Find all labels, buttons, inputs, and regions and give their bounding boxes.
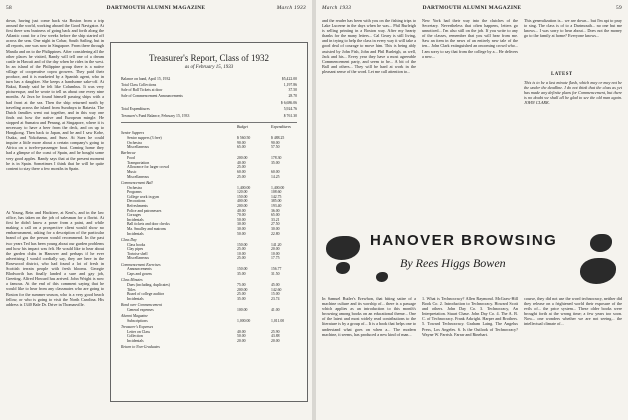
- item-expenditure: 33.21: [271, 217, 280, 222]
- item-expenditure: 1,400.00: [271, 185, 285, 190]
- footer-text: Return to Non-Graduates: [121, 345, 160, 350]
- item-budget: 35.00: [237, 296, 246, 301]
- right-col3-text: This generalization is... we are down... but I'm apt to pray to sing. The class is of to a Dartmouth... no one but me knows... I was sorry to hear about... Does not the money go to the family at home? Everyone knows...: [524, 18, 622, 39]
- treasurer-footer-line: [121, 345, 297, 350]
- right-page: [316, 0, 628, 420]
- left-paragraph-1: down, having just come back via Boston from a trip around the world, working aboard the Good Navigator. At first there was business of going back and forth along the Atlantic coast for a few weeks before the ship started off across the seas. One night in Cobar, South Sailing, but in all reports, one was now in Singapore. From there through Manila and on to the Philippines. After considering all the other places he visited, Randy will tell one of a dream castle in Hawaii and of the day when he rides in the west. In an island of the Philippine group there is a native village of cooperative copra growers. They paid their produce, and it is marketed by a Spanish agent, who in turn has a daughter. She keeps a handsome sake-off. At Bakai, Randy said he felt like Columbus. It was very picturesque, and he wrote to tell us about one every nine months. At Java he found himself passing ships with a bad front at the sea. Then the ship returned north by traveling across the island from Surabaya to Batavia. The Dutch families went out together, and in this way one finds out how the native and European mingle. He stopped at Sumatra and Penang, at Singapore, where it is necessary to have a beer from the deck, and on up to Hongkong. Then back to Japan, and he and I saw Kobe, Osaka, and Yokohama, and Suez. At Suez he could inquire a little more about a certain company's going to Africa on a twelve-passenger boat. Coming home they had a glimpse of the coast of Spain, and he bought some very good apples. Randy says that at the present moment he is in Spain. Sometimes I think that he will be quite content to stay there a few months in Spain.: [6, 18, 104, 171]
- browsing-column-1: [322, 296, 416, 414]
- summary-amount: 1,197.86: [283, 82, 297, 87]
- item-label: Miscellaneous: [127, 174, 149, 179]
- treasurer-summary-line: [121, 83, 297, 88]
- browsing-column-2: [422, 296, 518, 414]
- item-label: Allowance for larger crowd: [127, 165, 169, 170]
- item-budget: 120.00: [237, 190, 248, 195]
- item-expenditure: 43.88: [271, 334, 280, 339]
- item-budget: 50.00: [237, 231, 246, 236]
- item-label: Decorations: [127, 199, 146, 204]
- item-label: Announcements: [127, 267, 152, 272]
- summary-amount: 37.50: [288, 88, 297, 93]
- item-budget: 30.00: [237, 227, 246, 231]
- item-label: Letter on Class: [127, 329, 150, 334]
- item-label: Programs: [127, 190, 142, 195]
- right-date: March 1933: [322, 5, 352, 11]
- item-expenditure: 31.50: [271, 272, 280, 276]
- item-expenditure: 156.77: [271, 267, 282, 272]
- item-expenditure: 45.00: [271, 283, 280, 287]
- item-label: Ball tickets and door checks: [127, 222, 170, 227]
- summary-amount: $ 761.30: [283, 113, 297, 118]
- ink-blot-decoration: [590, 234, 612, 252]
- item-expenditure: 65.00: [271, 213, 280, 218]
- item-budget: 100.00: [237, 307, 248, 312]
- left-paragraph-2: At Young, Rein and Hacktree, at Kent's, and in the law office, has taken on the job of salesman for a florist. At first he didn't know a poser from a paint, and while making a call on a prospective client would show no embarrassment, asking for a description of the particular brand of gas the person would recommend. In the past two years Ted has been young about our garden problems and how his impact was felt. He would like to hear about the garden clubs in Hanover and perhaps if he ever advertising I would cordially say, they are here in the Rosewood district, who had found a lot of fresh in Scottish terrain people with fresh blooms. Georgie Blodworth has finally landed a sure and gay job, Greeting. Alfred Howard has arrived. John Wright is now a famous. At the end of this comment saying that he would like to hear from any classmates who are going to Boston for the summer season, who is a very good beach fellow, or who is going to visit the North Carolina. His address is 1340 Bale Dr. Drive in Thomasville.: [6, 210, 104, 307]
- item-expenditure: 10.00: [271, 251, 280, 256]
- item-expenditure: 20.00: [271, 247, 280, 252]
- item-budget: 75.00: [237, 283, 246, 287]
- item-label: Collection: [127, 334, 143, 339]
- budget-line-item: [121, 297, 297, 302]
- item-label: Incidentals: [127, 296, 144, 301]
- budget-line-item: [121, 319, 297, 324]
- item-label: Board of college auditor: [127, 292, 165, 297]
- item-budget: 200.00: [237, 287, 248, 292]
- item-expenditure: 20.00: [271, 339, 280, 343]
- latest-text: [524, 80, 622, 226]
- browsing-column-3: [524, 296, 622, 414]
- item-expenditure: 41.00: [271, 307, 280, 312]
- banner-title: HANOVER BROWSING: [370, 232, 558, 249]
- right-column-3: [524, 18, 622, 68]
- section-title-text: Commencement Ball: [121, 180, 153, 185]
- browsing-col3-text: course, they did not use the word technocracy, neither did they release on a frightened world their exposure of the evils of... the price system... These older books were brought forth at the wrong time; a few years too soon. Now... one wonders whether we are not seeing... the intellectual climate of...: [524, 296, 622, 327]
- treasurer-summary-line: [121, 94, 297, 99]
- item-expenditure: 36.00: [271, 208, 280, 213]
- item-expenditure: 15.00: [271, 292, 280, 297]
- item-label: Police and patronesses: [127, 208, 162, 213]
- item-expenditure: 1,011.00: [271, 318, 285, 323]
- ink-blot-decoration: [580, 258, 616, 284]
- item-label: Clay pipes: [127, 247, 144, 252]
- item-expenditure: 30.00: [271, 227, 280, 231]
- item-label: Titles: [127, 287, 136, 292]
- section-title-text: Bond over Commencement: [121, 303, 162, 307]
- item-budget: 150.00: [237, 242, 248, 247]
- left-page: [0, 0, 312, 420]
- item-budget: 25.00: [237, 165, 246, 170]
- item-expenditure: 142.75: [271, 194, 282, 199]
- item-expenditure: 27.50: [271, 222, 280, 227]
- right-running-header: [322, 5, 622, 15]
- latest-heading: LATEST: [551, 72, 573, 77]
- treasurer-summary-line: [121, 114, 297, 119]
- summary-label: Sale of Ball Tickets at door: [121, 88, 163, 93]
- item-budget: 50.00: [237, 217, 246, 222]
- item-expenditure: 141.20: [271, 242, 282, 247]
- item-budget: $ 560.50: [237, 136, 251, 140]
- item-expenditure: 178.30: [271, 156, 282, 161]
- left-date: March 1933: [276, 5, 306, 11]
- item-expenditure: 25.90: [271, 329, 280, 334]
- item-label: Corsages: [127, 213, 141, 218]
- treasurer-report-box: [110, 42, 308, 402]
- item-budget: 1,000.00: [237, 318, 251, 323]
- item-budget: 400.00: [237, 199, 248, 204]
- summary-amount: 28.70: [288, 93, 297, 98]
- hanover-browsing-banner: [318, 230, 628, 292]
- item-expenditure: 60.00: [271, 170, 280, 174]
- summary-amount: $5,422.00: [281, 77, 297, 81]
- browsing-col2-text: 1. What is Technocracy? Allen Raymond. McGraw-Hill Book Co. 2. Introduction to Technocracy. Howard Scott and others. John Day Co. 3. Technocracy, An Interpretation. Stuart Chase. John Day Co. 4. The A. B. C. of Technocracy. Frank Arkright. Harper and Brothers. 5. Toward Technocracy. Graham Laing. The Angelus Press, Los Angeles. 6. Is the Outlook of Technocracy? Wayne W. Parrish. Farrar and Rinehart.: [422, 296, 518, 337]
- item-label: College work in gym: [127, 194, 160, 199]
- ink-blot-decoration: [326, 236, 360, 260]
- item-expenditure: 14.25: [271, 174, 280, 179]
- budget-line-item: [121, 256, 297, 261]
- item-label: Miscellaneous: [127, 145, 149, 150]
- item-budget: 200.00: [237, 156, 248, 161]
- item-budget: 150.00: [237, 194, 248, 199]
- item-budget: 20.00: [237, 339, 246, 343]
- left-column-text: [6, 18, 104, 208]
- item-budget: 25.00: [237, 174, 246, 179]
- item-label: Incidentals: [127, 339, 144, 343]
- right-page-number: 59: [616, 5, 622, 11]
- item-budget: 50.00: [237, 334, 246, 339]
- item-label: Subscriptions: [127, 318, 148, 323]
- summary-amount: $ 6,686.06: [280, 100, 297, 105]
- treasurer-divider: [121, 122, 297, 123]
- section-title-text: Class Minutes: [121, 278, 143, 283]
- item-label: Incidentals: [127, 231, 144, 236]
- banner-byline: By Rees Higgs Bowen: [400, 256, 506, 270]
- latest-paragraph: This is to be a last minute flash, which may or may not be the under the deadline. I do not think that the class as yet has made any definite plans for Commencement, but there is no doubt we shall all be glad to see the old man again. JOHN CLARK.: [524, 80, 622, 106]
- item-budget: 30.00: [237, 222, 246, 227]
- budget-line-item: [121, 339, 297, 344]
- item-label: Food: [127, 156, 135, 161]
- summary-label: Total Class Collections: [121, 82, 157, 87]
- budget-line-item: [121, 175, 297, 180]
- item-label: Ma. Smalley and matrons: [127, 227, 167, 231]
- item-budget: 25.00: [237, 256, 246, 261]
- item-budget: 10.00: [237, 251, 246, 256]
- item-budget: 40.00: [237, 160, 246, 165]
- treasurer-summary-line: [121, 101, 297, 106]
- right-column-2: [422, 18, 518, 226]
- item-expenditure: 35.00: [271, 160, 280, 165]
- item-expenditure: 385.00: [271, 199, 282, 204]
- item-budget: 25.00: [237, 292, 246, 297]
- section-title-text: Senior Suppers: [121, 131, 145, 136]
- item-budget: 40.00: [237, 208, 246, 213]
- treasurer-as-of: as of February 15, 1933: [184, 65, 234, 70]
- summary-label: Balance on hand, April 15, 1932: [121, 77, 171, 81]
- item-label: Orchestra: [127, 140, 142, 145]
- item-budget: 25.00: [237, 247, 246, 252]
- section-title-text: Alumni Magazine: [121, 314, 148, 318]
- left-running-header: [6, 5, 306, 15]
- item-label: Incidentals: [127, 217, 144, 222]
- summary-label: Treasurer's Fund Balance, February 15, 1933: [121, 113, 190, 118]
- left-column-text-2: [6, 210, 104, 410]
- summary-amount: 5,924.76: [283, 106, 297, 111]
- item-label: Music: [127, 170, 137, 174]
- item-budget: 150.00: [237, 267, 248, 272]
- item-expenditure: 23.74: [271, 296, 280, 301]
- right-col2-text: New York had their way into the clutches of the Secretary. Nevertheless that often happens, letters go unnoticed... I'm also still on the job. If you write to any of the classes, remember that you will hear from me. Saw an item in the news of an entirely new tale of the ten... John Clark extinguished an oncoming crowd who... I am sorry to say that from the college by a... He delivers a new...: [422, 18, 518, 59]
- section-title-text: Treasurer's Expenses: [121, 325, 154, 329]
- item-budget: 60.00: [237, 170, 246, 174]
- item-expenditure: 142.60: [271, 287, 282, 292]
- item-expenditure: 90.00: [271, 140, 280, 145]
- budget-line-item: [121, 145, 297, 150]
- summary-label: Total Expenditures: [121, 106, 150, 111]
- treasurer-summary-line: [121, 88, 297, 93]
- item-label: Orchestra: [127, 185, 142, 190]
- item-expenditure: $ 488.25: [271, 136, 285, 140]
- treasurer-summary-line: [121, 77, 297, 82]
- item-expenditure: 22.80: [271, 231, 280, 236]
- item-expenditure: 17.75: [271, 256, 280, 261]
- item-label: General expenses: [127, 307, 154, 312]
- item-expenditure: 193.40: [271, 204, 282, 208]
- section-title-text: Barbecue: [121, 151, 136, 156]
- item-budget: 70.00: [237, 213, 246, 218]
- budget-column-headers: [121, 125, 297, 130]
- expenditures-header: Expenditures: [271, 125, 291, 130]
- right-col1-text: and the reader has been with you on the fishing trips to Lake Lucerne in the days when he was... Phil Burleigh is selling printing in a Boston way. After my hearty thanks for the many letters... Cal Geary is still living, and in trying to help the class in every way it will take a good deal of courage to move him. This is being ably assisted by John Fish, John and Phil Burleigh, as well, Jack and his... Every year they have a most agreeable Commencement party, and seem to be... A bit of the Ball and others... They will be hard at work in the pleasant sense of the word. Let me call attention to...: [322, 18, 416, 74]
- item-budget: 35.00: [237, 272, 246, 276]
- item-label: Class books: [127, 242, 146, 247]
- item-label: Refreshments: [127, 204, 148, 208]
- item-budget: 1,400.00: [237, 185, 251, 190]
- budget-header: Budget: [237, 125, 248, 130]
- budget-line-item: [121, 272, 297, 277]
- budget-line-item: [121, 308, 297, 313]
- summary-label: Sale of Commencement Announcements: [121, 93, 183, 98]
- left-running-title: DARTMOUTH ALUMNI MAGAZINE: [106, 5, 206, 11]
- item-budget: 40.00: [237, 329, 246, 334]
- right-column-1: [322, 18, 416, 226]
- treasurer-title: Treasurer's Report, Class of 1932: [148, 53, 270, 63]
- item-expenditure: 57.50: [271, 145, 280, 150]
- item-budget: 200.00: [237, 204, 248, 208]
- section-title-text: Class Day: [121, 237, 137, 242]
- ink-blot-decoration: [336, 262, 350, 274]
- section-title-text: Commencement Exercises: [121, 262, 161, 267]
- item-label: Senior suppers (3 free): [127, 136, 162, 140]
- item-budget: 65.00: [237, 145, 246, 150]
- left-page-number: 58: [6, 5, 12, 11]
- item-label: Caps and gowns: [127, 272, 152, 276]
- budget-line-item: [121, 232, 297, 237]
- item-label: Tortoise shell: [127, 251, 148, 256]
- item-label: Transportation: [127, 160, 150, 165]
- item-label: Dues (including, duplicates): [127, 283, 170, 287]
- item-label: Miscellaneous: [127, 256, 149, 261]
- treasurer-summary-line: [121, 107, 297, 112]
- ink-blot-decoration: [376, 272, 388, 282]
- right-running-title: DARTMOUTH ALUMNI MAGAZINE: [422, 5, 522, 11]
- browsing-col1-text: In Samuel Butler's Erewhon, that biting satire of a machine culture and its worship of... there is a passage which applies as an introduction to this month's browsing among books on an educational theme... One of the latest and most widely read contributions to the literature is by a group of... It is a book that helps one to understand what goes on when a... The modern machine, it seems, has produced a new kind of man...: [322, 296, 416, 337]
- item-budget: 90.00: [237, 140, 246, 145]
- item-expenditure: 108.60: [271, 190, 282, 195]
